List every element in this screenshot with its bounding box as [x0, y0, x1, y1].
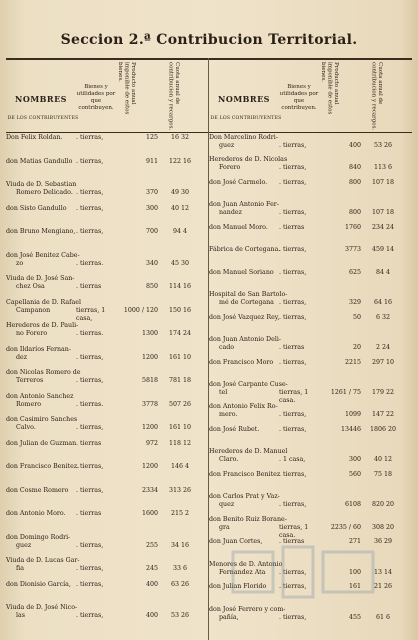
- bienes-header: Bienes y utilidades por que contribuyen.: [279, 84, 319, 111]
- contributor-name: [209, 201, 289, 217]
- cuota-value: 313 26: [168, 486, 192, 494]
- name-line: Hospital de San Bartolo-: [209, 291, 288, 299]
- name-line: don Antonio Felix Ro-: [209, 403, 278, 411]
- contributor-name: [6, 487, 86, 495]
- table-row: [209, 426, 412, 448]
- table-row: [6, 440, 209, 464]
- table-row: [209, 403, 412, 425]
- name-line: Campanon: [16, 306, 51, 314]
- property-type: . tierras: [279, 344, 305, 352]
- name-line: Calvo.: [16, 424, 36, 432]
- producto-value: 455: [348, 613, 361, 621]
- left-column: [6, 58, 209, 638]
- name-line: don José Benitez Cabe-: [6, 251, 80, 259]
- property-type: . tierras: [76, 283, 102, 291]
- cuota-value: 63 26: [170, 580, 190, 588]
- cuota-value: 2 24: [375, 344, 391, 352]
- contributor-name: [6, 534, 86, 550]
- contributor-name: [209, 134, 289, 150]
- producto-value: 1000 / 120: [123, 306, 158, 314]
- producto-value: 840: [348, 164, 361, 172]
- contributor-name: [209, 336, 289, 352]
- name-line: don José Rubet.: [209, 425, 260, 433]
- cuota-value: 215 2: [170, 510, 190, 518]
- contributor-name: [209, 426, 289, 434]
- cuota-value: 113 6: [373, 164, 393, 172]
- name-line: Don Marcelino Rodri-: [209, 134, 278, 141]
- name-line: don Domingo Rodri-: [6, 533, 71, 541]
- table-row: [6, 205, 209, 229]
- property-type: . tierras.: [76, 400, 104, 408]
- property-type: . tierras,: [76, 612, 104, 620]
- names-header: NOMBRES: [15, 94, 67, 104]
- contributor-name: [209, 291, 289, 307]
- cuota-value: 122 16: [168, 157, 192, 165]
- producto-value: 329: [348, 299, 361, 307]
- cuota-value: 147 22: [371, 411, 395, 419]
- producto-value: 3778: [141, 400, 158, 408]
- property-type: . tierras,: [76, 189, 104, 197]
- name-line: don Sisto Gandullo: [6, 204, 67, 212]
- table-row: [209, 134, 412, 156]
- cuota-value: 13 14: [373, 568, 393, 576]
- property-type: . tierras: [76, 510, 102, 518]
- producto-value: 245: [145, 565, 158, 573]
- name-line: don Juan Antonio Deli-: [209, 336, 281, 344]
- contributor-name: [209, 493, 289, 509]
- cuota-value: 459 14: [371, 246, 395, 254]
- contributor-name: [6, 557, 86, 573]
- name-line: Viuda de D. Sebastian: [6, 181, 77, 189]
- property-type: . tierras,: [76, 353, 104, 361]
- contributor-name: [209, 359, 289, 367]
- table-row: [209, 156, 412, 178]
- table-row: [209, 291, 412, 313]
- producto-value: 1200: [141, 424, 158, 432]
- name-line: chez Osa: [16, 283, 45, 291]
- cuota-value: 49 30: [170, 189, 190, 197]
- contributor-name: [6, 205, 86, 213]
- name-line: Forero: [219, 164, 241, 172]
- cuota-value: 1806 20: [369, 425, 397, 433]
- table-row: [6, 534, 209, 558]
- name-line: Romero Delicado.: [16, 189, 73, 197]
- property-type: . tierras,: [76, 486, 104, 494]
- name-line: guez: [16, 541, 32, 549]
- property-type: . tierras,: [279, 299, 307, 307]
- name-line: don Benito Ruiz Borane-: [209, 515, 287, 523]
- producto-value: 13446: [340, 425, 361, 433]
- property-type: . tierras.: [76, 330, 104, 338]
- cuota-value: 6 32: [375, 313, 391, 321]
- producto-value: 5818: [141, 377, 158, 385]
- name-line: dez: [16, 353, 28, 361]
- name-line: Don Felix Roldan.: [6, 134, 63, 141]
- property-type: . tierras: [279, 223, 305, 231]
- producto-value: 3773: [344, 246, 361, 254]
- property-type: . tierras.: [76, 259, 104, 267]
- contributor-name: [209, 246, 289, 254]
- cuota-value: 45 30: [170, 259, 190, 267]
- name-line: gra: [219, 523, 230, 531]
- contributor-name: [6, 181, 86, 197]
- contributor-name: [6, 416, 86, 432]
- cuota-value: 61 6: [375, 613, 391, 621]
- property-type: . tierras,: [279, 142, 307, 149]
- names-subheader: DE LOS CONTRIBUYENTES: [7, 116, 79, 121]
- producto-value: 1200: [141, 463, 158, 471]
- table-row: [6, 463, 209, 487]
- producto-header: Producto anual imponible de estos bienes.: [320, 62, 339, 115]
- name-line: Claro.: [219, 456, 239, 464]
- contributor-name: [6, 369, 86, 385]
- producto-value: 2235 / 60: [330, 523, 361, 531]
- cuota-value: 781 18: [168, 377, 192, 385]
- name-line: don Antonio Moro.: [6, 510, 66, 518]
- name-line: don Juan Cortes,: [209, 538, 263, 546]
- cuota-value: 179 22: [371, 388, 395, 396]
- producto-value: 700: [145, 228, 158, 236]
- name-line: mé de Cortegana: [219, 299, 274, 307]
- property-type: . tierras,: [279, 411, 307, 419]
- property-type: . tierras,: [279, 501, 307, 509]
- name-line: don Julian de Guzman: [6, 439, 77, 447]
- table-row: [209, 314, 412, 336]
- table-row: [6, 369, 209, 393]
- names-header: NOMBRES: [218, 94, 270, 104]
- cuota-value: 146 4: [170, 463, 190, 471]
- cuota-value: 150 16: [168, 306, 192, 314]
- producto-value: 1261 / 75: [330, 388, 361, 396]
- name-line: las: [16, 612, 25, 620]
- name-line: fia: [16, 565, 24, 573]
- contributor-name: [6, 252, 86, 268]
- contributor-name: [209, 179, 289, 187]
- cuota-value: 107 18: [371, 209, 395, 217]
- cuota-value: 820 20: [371, 501, 395, 509]
- property-type: . tierras: [279, 538, 305, 546]
- cuota-value: 40 12: [170, 204, 190, 212]
- name-line: don José Ferrero y com-: [209, 605, 286, 613]
- producto-value: 2334: [141, 486, 158, 494]
- name-line: Herederos de D. Pauli-: [6, 322, 79, 330]
- name-line: zo: [16, 259, 24, 267]
- producto-value: 560: [348, 470, 361, 478]
- producto-value: 125: [145, 134, 158, 141]
- producto-value: 400: [145, 612, 158, 620]
- contributor-name: [6, 275, 86, 291]
- property-type: . tierras,: [76, 565, 104, 573]
- name-line: Fábrica de Cortegana.: [209, 246, 281, 254]
- table-row: [6, 510, 209, 534]
- property-type: tierras, 1 casa.: [279, 523, 309, 539]
- name-line: don Casimiro Sanches: [6, 416, 78, 424]
- table-row: [6, 416, 209, 440]
- name-line: don Matias Gandullo: [6, 157, 73, 165]
- cuota-value: 53 26: [170, 612, 190, 620]
- table-row: [6, 158, 209, 182]
- contributor-name: [209, 269, 289, 277]
- name-line: no Forero: [16, 330, 48, 338]
- name-line: Viuda de D. José San-: [6, 275, 75, 283]
- name-line: don José Vazquez Rey,: [209, 313, 280, 321]
- table-row: [6, 557, 209, 581]
- contributor-name: [209, 381, 289, 397]
- property-type: . tierras,: [76, 377, 104, 385]
- contributor-name: [209, 224, 289, 232]
- name-line: Capellania de D. Rafael: [6, 298, 81, 306]
- name-line: Terreros: [16, 377, 44, 385]
- producto-value: 972: [145, 439, 158, 447]
- property-type: . tierras,: [76, 463, 104, 471]
- contributor-name: [209, 314, 289, 322]
- property-type: . tierras,: [76, 541, 104, 549]
- cuota-value: 64 16: [373, 299, 393, 307]
- table-row: [6, 487, 209, 511]
- contributor-name: [6, 510, 86, 518]
- producto-value: 340: [145, 259, 158, 267]
- contributor-name: [6, 393, 86, 409]
- contributor-name: [209, 516, 289, 532]
- library-watermark: [228, 532, 378, 618]
- property-type: . tierras,: [76, 134, 104, 141]
- table-row: [209, 201, 412, 223]
- name-line: cado: [219, 344, 235, 352]
- name-line: don Nicolas Romero de: [6, 369, 81, 377]
- cuota-value: 114 16: [168, 283, 192, 291]
- name-line: nandez: [219, 209, 242, 217]
- cuota-value: 308 20: [371, 523, 395, 531]
- name-line: don Dionisio García,: [6, 580, 71, 588]
- contributor-name: [6, 440, 86, 448]
- cuota-value: 118 12: [168, 439, 192, 447]
- producto-value: 1600: [141, 510, 158, 518]
- property-type: . tierras,: [279, 583, 307, 591]
- cuota-header: Cuota anual de contribucion y recargos.: [167, 62, 180, 131]
- producto-value: 625: [348, 268, 361, 276]
- producto-value: 20: [352, 344, 361, 352]
- cuota-value: 75 18: [373, 470, 393, 478]
- name-line: Romero: [16, 400, 42, 408]
- property-type: . 1 casa,: [279, 456, 306, 464]
- producto-value: 800: [348, 178, 361, 186]
- property-type: tierras, 1 casa.: [279, 388, 309, 404]
- property-type: . tierras,: [279, 178, 307, 186]
- property-type: . tierras,: [279, 358, 307, 366]
- property-type: . tierras,: [279, 164, 307, 172]
- names-subheader: DE LOS CONTRIBUYENTES: [210, 116, 282, 121]
- cuota-value: 507 26: [168, 400, 192, 408]
- contributor-name: [209, 156, 289, 172]
- cuota-value: 36 29: [373, 538, 393, 546]
- table-row: [6, 393, 209, 417]
- table-row: [6, 604, 209, 628]
- table-row: [6, 581, 209, 605]
- producto-value: 370: [145, 189, 158, 197]
- name-line: Fernandez Ata: [219, 568, 266, 576]
- property-type: . tierras,: [76, 157, 104, 165]
- bienes-header: Bienes y utilidades por que contribuyen.: [76, 84, 116, 111]
- name-line: don Manuel Soriano: [209, 268, 274, 276]
- producto-value: 800: [348, 209, 361, 217]
- name-line: mero.: [219, 411, 238, 419]
- producto-value: 50: [352, 313, 361, 321]
- property-type: . tierras: [76, 439, 102, 447]
- name-line: don José Carpante Cuse-: [209, 380, 288, 388]
- page-title: Seccion 2.ª Contribucion Territorial.: [60, 32, 358, 48]
- producto-value: 100: [348, 568, 361, 576]
- name-line: don Manuel Moro.: [209, 223, 268, 231]
- property-type: . tierras,: [76, 580, 104, 588]
- table-row: [209, 471, 412, 493]
- producto-value: 2215: [344, 358, 361, 366]
- name-line: don Antonio Sanchez: [6, 392, 74, 400]
- name-line: don Julian Florido: [209, 583, 267, 591]
- table-row: [6, 299, 209, 323]
- producto-value: 850: [145, 283, 158, 291]
- property-type: tierras, 1 casa,: [76, 306, 106, 322]
- name-line: Menores de D. Antonio: [209, 560, 283, 568]
- producto-value: 1760: [344, 223, 361, 231]
- contributor-name: [6, 604, 86, 620]
- table-row: [209, 179, 412, 201]
- cuota-value: 21 26: [373, 583, 393, 591]
- producto-value: 255: [145, 541, 158, 549]
- table-row: [209, 381, 412, 403]
- name-line: don Francisco Benitez: [209, 470, 281, 478]
- contributor-name: [6, 322, 86, 338]
- property-type: . tierras,: [279, 425, 307, 433]
- name-line: don José Carmelo.: [209, 178, 268, 186]
- property-type: . tierras,: [279, 613, 307, 621]
- name-line: don Cosme Romero: [6, 486, 69, 494]
- producto-value: 400: [145, 580, 158, 588]
- contributor-name: [209, 471, 289, 479]
- property-type: . tierras,: [279, 246, 307, 254]
- table-row: [209, 246, 412, 268]
- name-line: Viuda de D. Lucas Gar-: [6, 557, 80, 565]
- table-row: [209, 224, 412, 246]
- property-type: . tierras,: [279, 313, 307, 321]
- name-line: don Bruno Mengiano,: [6, 228, 76, 236]
- name-line: don Juan Antonio Fer-: [209, 201, 279, 209]
- contributor-name: [209, 448, 289, 464]
- producto-value: 6108: [344, 501, 361, 509]
- table-row: [209, 448, 412, 470]
- cuota-value: 40 12: [373, 456, 393, 464]
- left-table: [6, 134, 209, 628]
- property-type: . tierras,: [76, 228, 104, 236]
- contributor-name: [6, 134, 86, 142]
- cuota-value: 174 24: [168, 330, 192, 338]
- name-line: don Francisco Benitez.: [6, 463, 80, 471]
- producto-value: 271: [348, 538, 361, 546]
- name-line: don Ildaríos Fernan-: [6, 345, 71, 353]
- cuota-value: 161 10: [168, 353, 192, 361]
- cuota-value: 107 18: [371, 178, 395, 186]
- property-type: . tierras,: [279, 268, 307, 276]
- cuota-value: 53 26: [373, 142, 393, 149]
- contributor-name: [6, 581, 86, 589]
- contributor-name: [6, 158, 86, 166]
- property-type: . tierras,: [279, 209, 307, 217]
- property-type: . tierras,: [76, 204, 104, 212]
- contributor-name: [209, 403, 289, 419]
- producto-value: 1099: [344, 411, 361, 419]
- table-row: [6, 252, 209, 276]
- cuota-value: 234 24: [371, 223, 395, 231]
- producto-value: 300: [348, 456, 361, 464]
- name-line: Viuda de D. José Nico-: [6, 604, 78, 612]
- producto-value: 1300: [141, 330, 158, 338]
- cuota-value: 161 10: [168, 424, 192, 432]
- name-line: don Francisco Moro: [209, 358, 274, 366]
- name-line: pañía,: [219, 613, 239, 621]
- contributor-name: [6, 346, 86, 362]
- producto-value: 161: [348, 583, 361, 591]
- property-type: . tierras,: [76, 424, 104, 432]
- table-row: [209, 359, 412, 381]
- property-type: . tierras,: [279, 568, 307, 576]
- name-line: guez: [219, 142, 235, 149]
- name-line: quez: [219, 501, 235, 509]
- cuota-header: Cuota anual de contribucion y recargos.: [370, 62, 383, 131]
- cuota-value: 33 6: [172, 565, 188, 573]
- name-line: Herederos de D. Nicolas: [209, 156, 288, 164]
- producto-value: 911: [145, 157, 158, 165]
- producto-value: 400: [348, 142, 361, 149]
- producto-value: 1200: [141, 353, 158, 361]
- table-row: [209, 493, 412, 515]
- cuota-value: 34 16: [170, 541, 190, 549]
- producto-value: 300: [145, 204, 158, 212]
- cuota-value: 94 4: [172, 228, 188, 236]
- table-row: [6, 322, 209, 346]
- contributor-name: [6, 463, 86, 471]
- table-row: [6, 181, 209, 205]
- table-row: [6, 228, 209, 252]
- name-line: don Carlos Prat y Vaz-: [209, 493, 280, 501]
- contributor-name: [6, 299, 86, 315]
- table-row: [6, 346, 209, 370]
- contributor-name: [6, 228, 86, 236]
- table-row: [6, 275, 209, 299]
- cuota-value: 16 32: [170, 134, 190, 141]
- producto-header: Producto anual imponible de estos bienes.: [117, 62, 136, 115]
- cuota-value: 297 10: [371, 358, 395, 366]
- name-line: Herederos de D. Manuel: [209, 448, 288, 456]
- property-type: . tierras,: [279, 470, 307, 478]
- table-row: [6, 134, 209, 158]
- table-row: [209, 269, 412, 291]
- cuota-value: 84 4: [375, 268, 391, 276]
- table-row: [209, 336, 412, 358]
- name-line: tel: [219, 388, 228, 396]
